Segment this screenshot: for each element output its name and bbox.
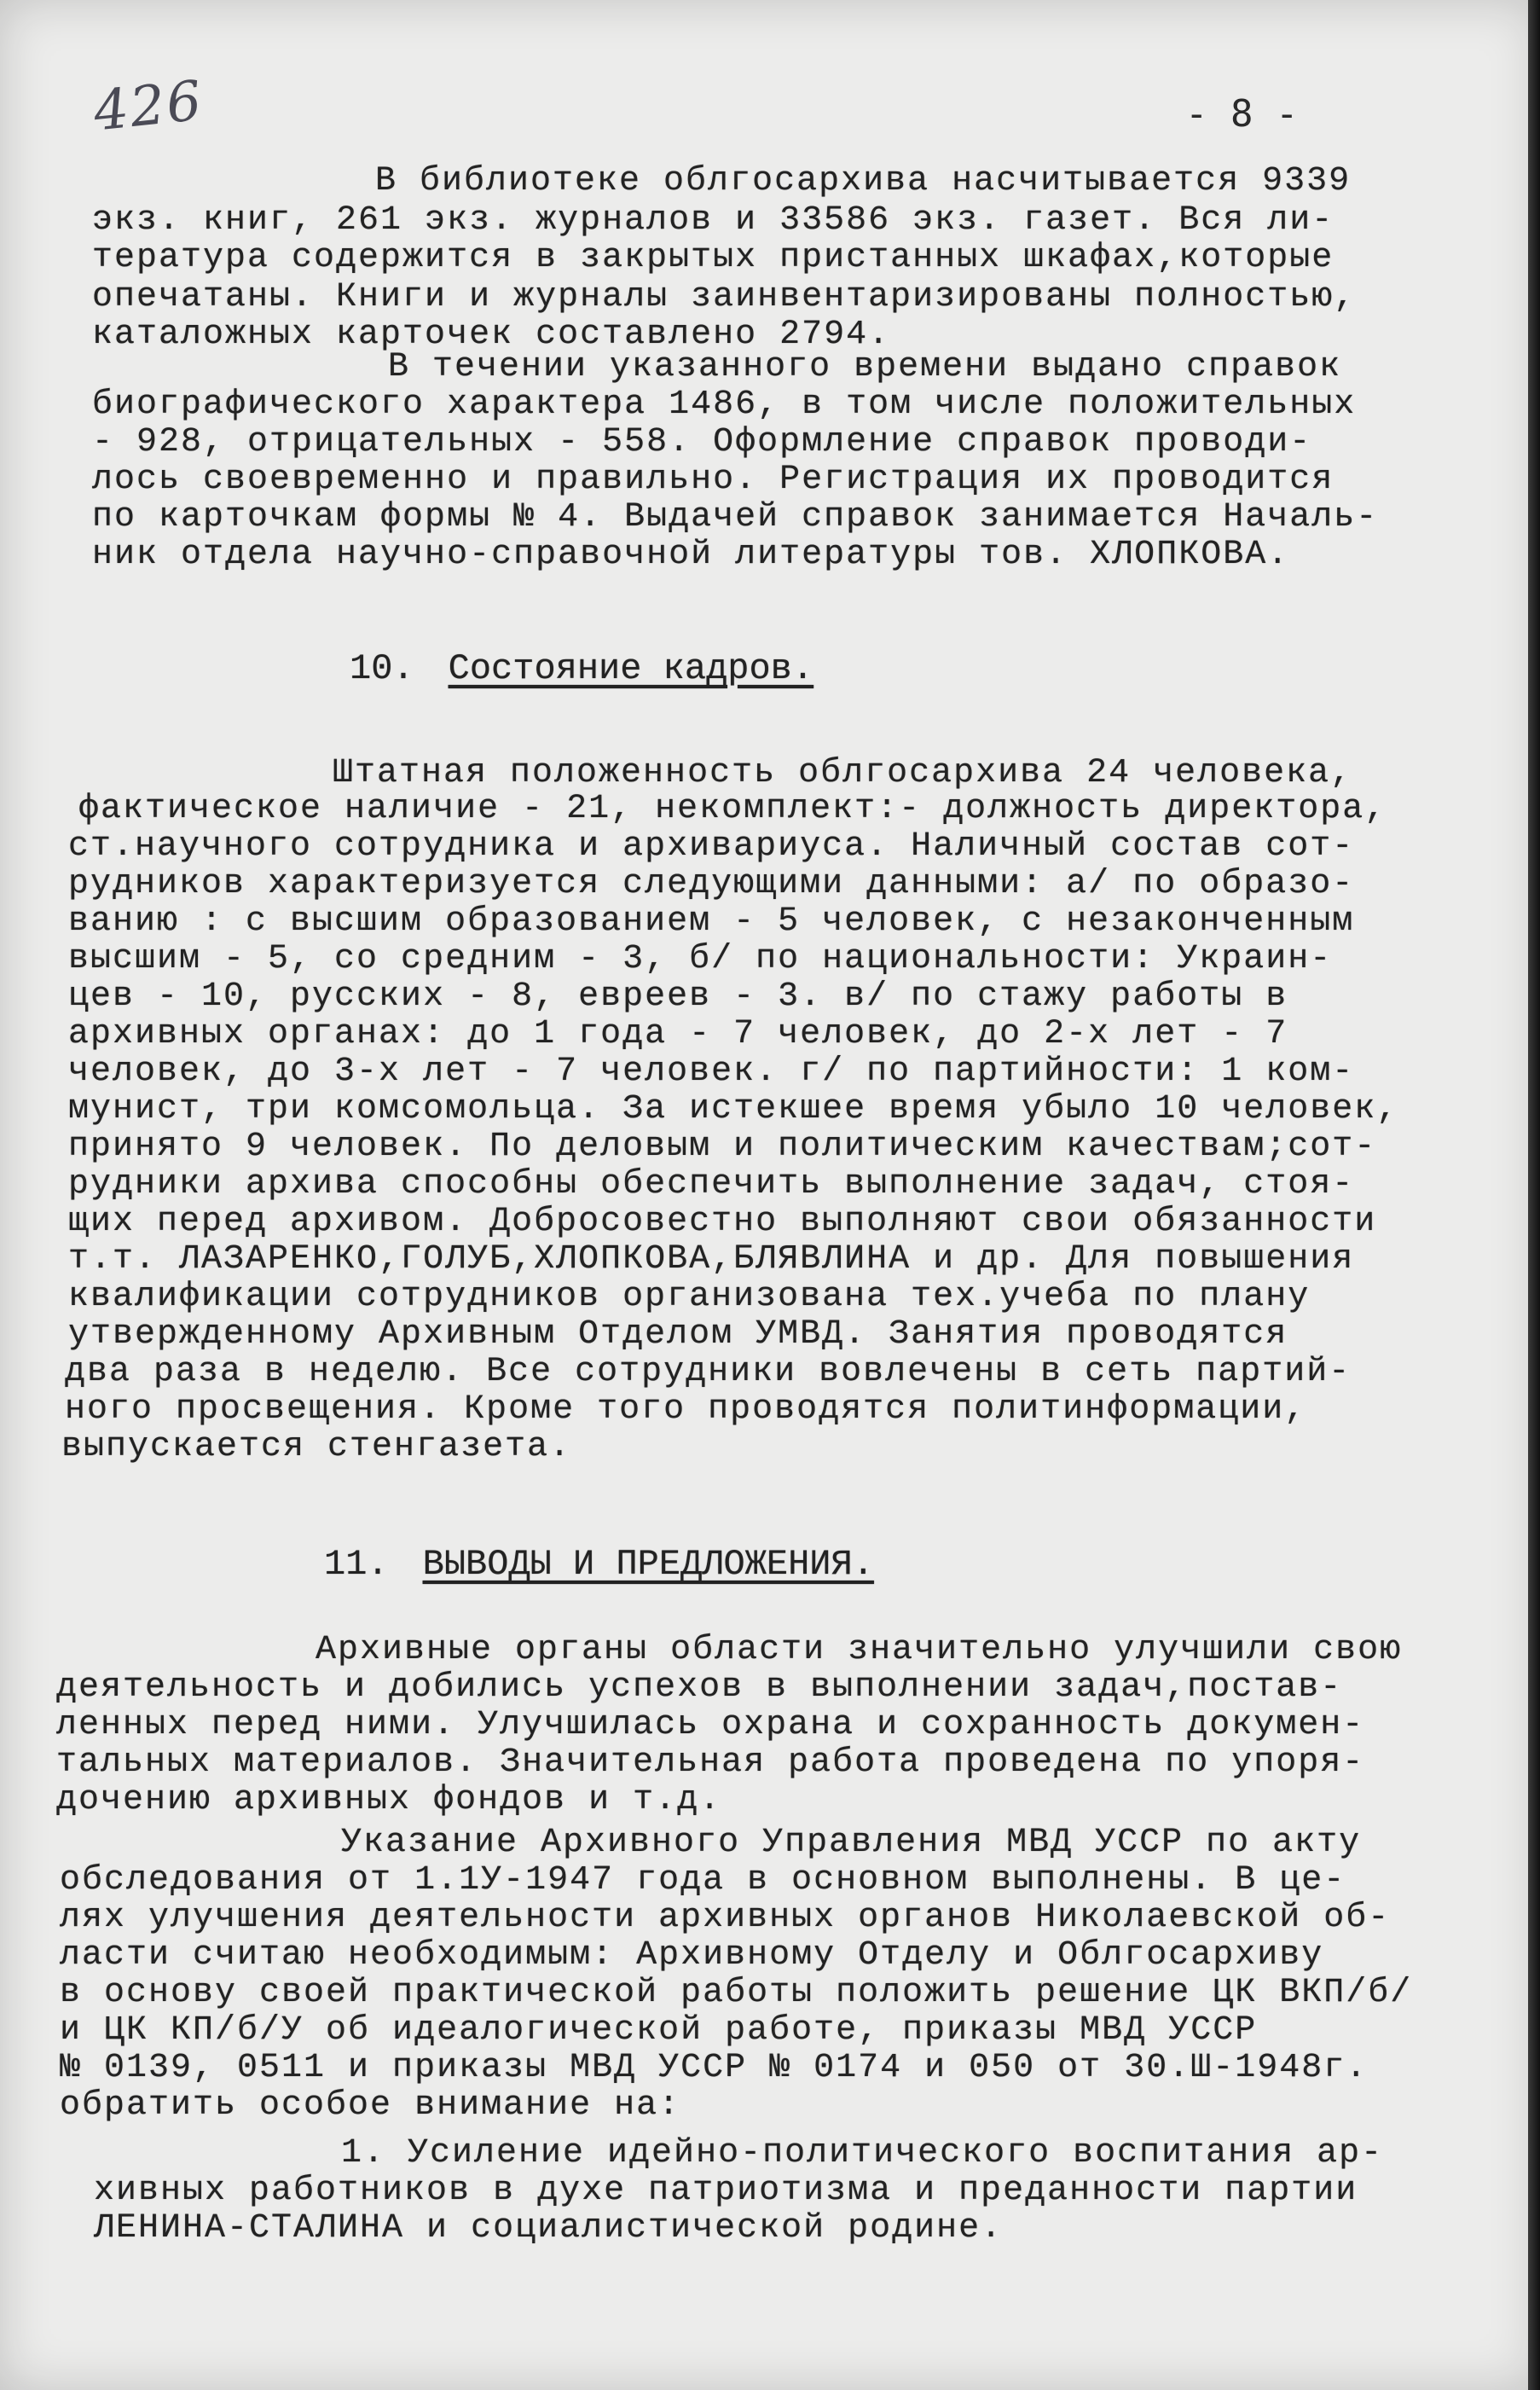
paragraph-line: тальных материалов. Значительная работа проведена по упоря-	[56, 1743, 1365, 1782]
paragraph-line: В библиотеке облгосархива насчитывается 9339	[375, 162, 1352, 200]
paragraph-line: по карточкам формы № 4. Выдачей справок занимается Началь-	[92, 498, 1379, 537]
section-title: ВЫВОДЫ И ПРЕДЛОЖЕНИЯ.	[422, 1544, 874, 1585]
paragraph-line: принято 9 человек. По деловым и политическим качествам;сот-	[68, 1128, 1377, 1166]
paragraph-line: утвержденному Архивным Отделом УМВД. Занятия проводятся	[68, 1315, 1288, 1354]
paragraph-line: выпускается стенгазета.	[61, 1428, 572, 1466]
paragraph-line: опечатаны. Книги и журналы заинвентаризированы полностью,	[92, 278, 1357, 316]
paragraph-line: экз. книг, 261 экз. журналов и 33586 экз. газет. Вся ли-	[92, 201, 1334, 240]
paragraph-line: рудников характеризуется следующими данными: а/ по образо-	[68, 865, 1355, 903]
section-number: 10.	[350, 648, 414, 689]
paragraph-line: т.т. ЛАЗАРЕНКО,ГОЛУБ,ХЛОПКОВА,БЛЯВЛИНА и др. Для повышения	[68, 1240, 1355, 1279]
paragraph-line: каталожных карточек составлено 2794.	[92, 316, 891, 354]
paragraph-line: № 0139, 0511 и приказы МВД УССР № 0174 и 050 от 30.Ш-1948г.	[60, 2049, 1369, 2087]
paragraph-line: - 928, отрицательных - 558. Оформление справок проводи-	[92, 423, 1312, 461]
handwritten-archive-number: 426	[90, 69, 206, 144]
paragraph-line: Архивные органы области значительно улучшили свою	[316, 1631, 1403, 1669]
paragraph-line: обследования от 1.1У-1947 года в основном выполнены. В це-	[60, 1861, 1346, 1900]
paragraph-line: В течении указанного времени выдано справок	[388, 348, 1342, 386]
paragraph-line: Штатная положенность облгосархива 24 человека,	[333, 754, 1353, 792]
paragraph-line: лях улучшения деятельности архивных органов Николаевской об-	[60, 1899, 1391, 1937]
paragraph-line: архивных органах: до 1 года - 7 человек, до 2-х лет - 7	[68, 1015, 1288, 1053]
paragraph-line: деятельность и добились успехов в выполнении задач,постав-	[56, 1668, 1343, 1707]
paragraph-line: два раза в неделю. Все сотрудники вовлечены в сеть партий-	[65, 1353, 1352, 1391]
paragraph-line: ного просвещения. Кроме того проводятся политинформации,	[65, 1390, 1307, 1429]
page-number: - 8 -	[1185, 92, 1299, 136]
paragraph-line: ленных перед ними. Улучшилась охрана и сохранность докумен-	[56, 1706, 1365, 1744]
paragraph-line: в основу своей практической работы положить решение ЦК ВКП/б/	[60, 1974, 1413, 2012]
page-edge-shadow	[1528, 0, 1540, 2390]
paragraph-line: ласти считаю необходимым: Архивному Отделу и Облгосархиву	[60, 1936, 1324, 1975]
section-heading	[324, 1544, 874, 1585]
paragraph-line: квалификации сотрудников организована тех.учеба по плану	[68, 1278, 1311, 1316]
section-title: Состояние кадров.	[448, 648, 814, 689]
paragraph-line: рудники архива способны обеспечить выполнение задач, стоя-	[68, 1165, 1355, 1204]
paragraph-line: ванию : с высшим образованием - 5 человек, с незаконченным	[68, 902, 1355, 941]
paragraph-line: мунист, три комсомольца. За истекшее время убыло 10 человек,	[68, 1090, 1399, 1128]
paragraph-line: дочению архивных фондов и т.д.	[56, 1781, 722, 1819]
paragraph-line: цев - 10, русских - 8, евреев - 3. в/ по стажу работы в	[68, 977, 1288, 1016]
section-heading	[350, 648, 813, 689]
paragraph-line: лось своевременно и правильно. Регистрация их проводится	[92, 461, 1334, 499]
paragraph-line: человек, до 3-х лет - 7 человек. г/ по партийности: 1 ком-	[68, 1053, 1355, 1091]
paragraph-line: фактическое наличие - 21, некомплект:- должность директора,	[78, 790, 1387, 828]
paragraph-line: высшим - 5, со средним - 3, б/ по национальности: Украин-	[68, 940, 1333, 978]
paragraph-line: тература содержится в закрытых пристанных шкафах,которые	[92, 239, 1334, 277]
paragraph-line: и ЦК КП/б/У об идеалогической работе, приказы МВД УССР	[60, 2011, 1258, 2050]
section-number: 11.	[324, 1544, 389, 1585]
paragraph-line: обратить особое внимание на:	[60, 2086, 681, 2125]
paragraph-line: ник отдела научно-справочной литературы тов. ХЛОПКОВА.	[92, 536, 1290, 574]
paragraph-line: ЛЕНИНА-СТАЛИНА и социалистической родине.	[94, 2209, 1004, 2248]
paragraph-line: 1. Усиление идейно-политического воспитания ар-	[341, 2134, 1384, 2172]
paragraph-line: ст.научного сотрудника и архивариуса. Наличный состав сот-	[68, 827, 1355, 866]
paragraph-line: Указание Архивного Управления МВД УССР по акту	[341, 1824, 1362, 1862]
paragraph-line: щих перед архивом. Добросовестно выполняют свои обязанности	[68, 1203, 1377, 1241]
paragraph-line: биографического характера 1486, в том числе положительных	[92, 386, 1357, 424]
paragraph-line: хивных работников в духе патриотизма и преданности партии	[94, 2172, 1358, 2210]
